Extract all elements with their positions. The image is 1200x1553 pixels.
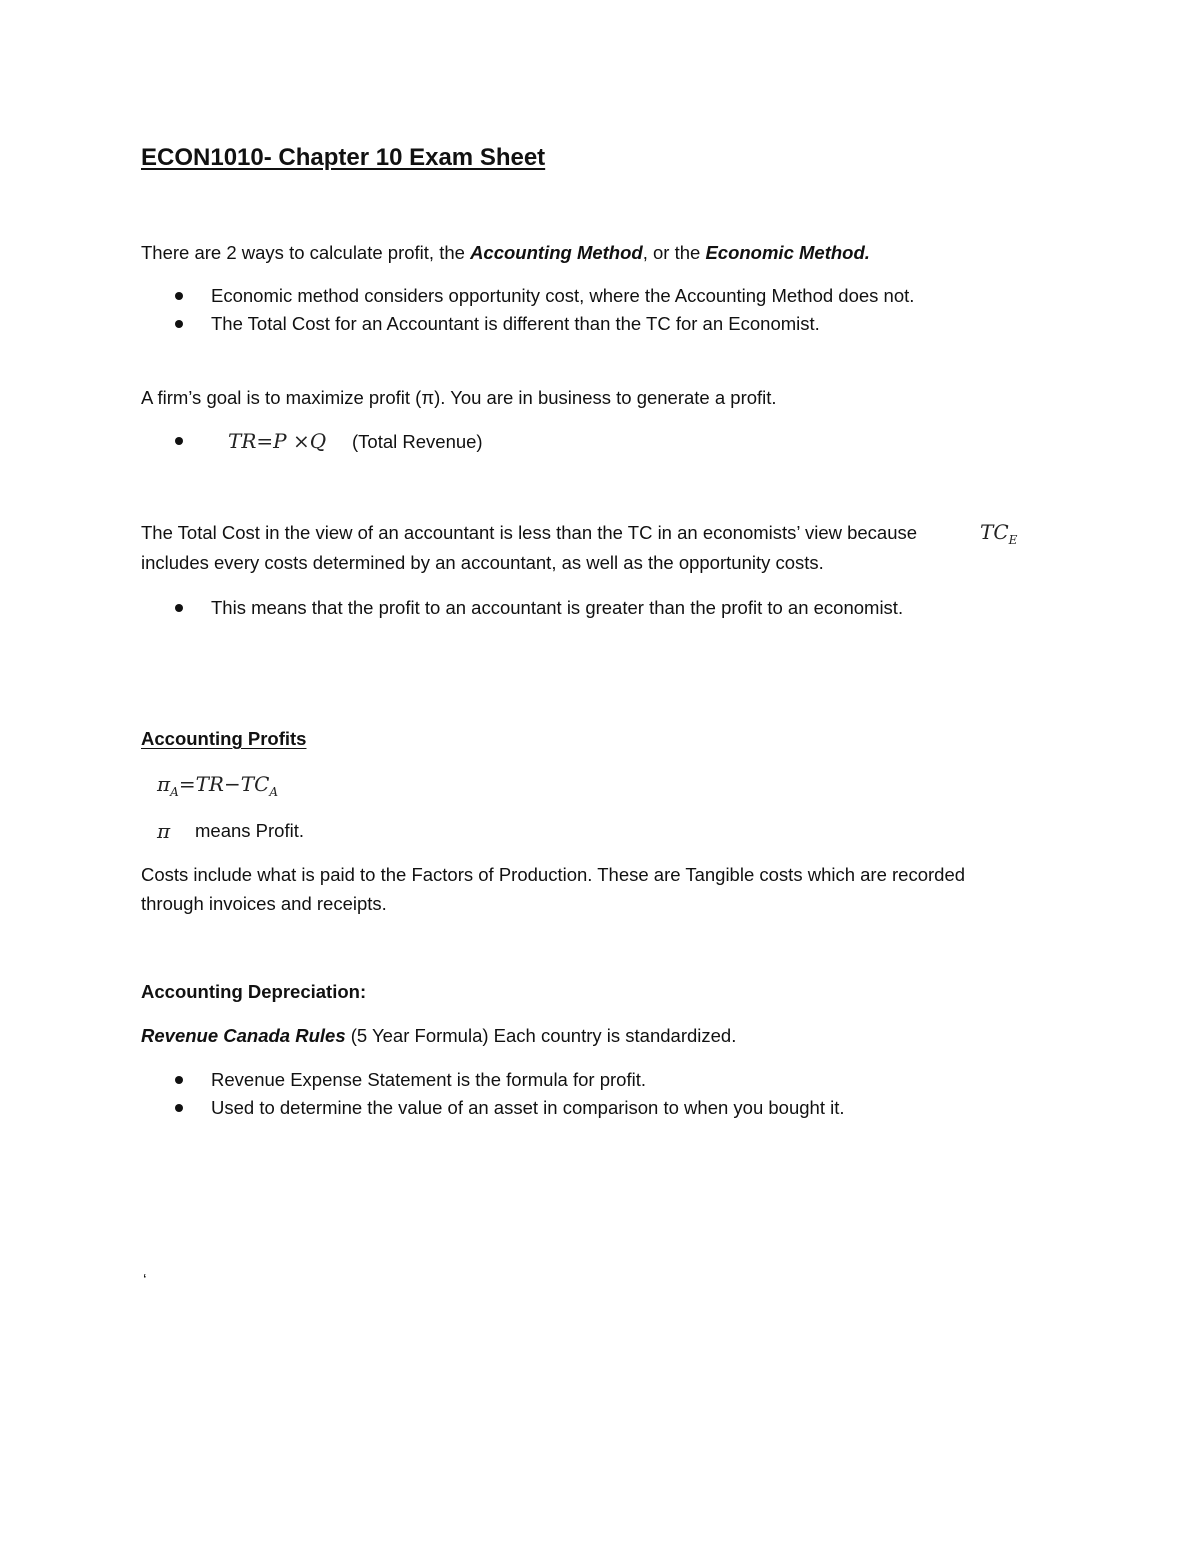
accounting-profits-heading: Accounting Profits [141, 728, 307, 749]
goal-paragraph: A firm’s goal is to maximize profit (π). You are in business to generate a profit. [141, 387, 777, 408]
tc-symbol: TC [980, 520, 1009, 544]
bullet-dot [175, 292, 183, 300]
total-cost-line-2: includes every costs determined by an accountant, as well as the opportunity costs. [141, 552, 824, 573]
p-symbol: P [273, 429, 287, 453]
total-revenue-formula [228, 429, 326, 453]
intro-text-end: . [864, 242, 870, 263]
list-item: Revenue Expense Statement is the formula for profit. [211, 1069, 646, 1090]
page-title: ECON1010- Chapter 10 Exam Sheet [141, 144, 546, 171]
tc-symbol: TC [240, 772, 270, 796]
list-item: Used to determine the value of an asset in comparison to when you bought it. [211, 1097, 845, 1118]
revenue-canada-rules-term: Revenue Canada Rules [141, 1025, 346, 1046]
costs-line-1: Costs include what is paid to the Factors of Production. These are Tangible costs which are recorded [141, 864, 966, 885]
times-sign: × [293, 429, 310, 453]
stray-mark: ‘ [143, 1272, 147, 1289]
equals-sign: = [178, 772, 196, 796]
intro-paragraph [141, 242, 870, 264]
pi-symbol: π [157, 772, 171, 796]
bullet-dot [175, 1104, 183, 1112]
accounting-method-term: Accounting Method [470, 242, 643, 263]
list-item: The Total Cost for an Accountant is different than the TC for an Economist. [211, 313, 820, 334]
accounting-profit-formula [157, 772, 278, 799]
equals-sign: = [256, 429, 274, 453]
bullet-dot [175, 437, 183, 445]
list-item: This means that the profit to an accountant is greater than the profit to an economist. [211, 597, 904, 618]
pi-subscript: A [170, 785, 179, 799]
bullet-dot [175, 320, 183, 328]
pi-definition-text: means Profit. [195, 820, 304, 841]
intro-text-before: There are 2 ways to calculate profit, the [141, 242, 471, 263]
intro-text-middle: , or the [642, 242, 706, 263]
total-revenue-label: (Total Revenue) [352, 431, 483, 452]
bullet-dot [175, 1076, 183, 1084]
list-item: Economic method considers opportunity cost, where the Accounting Method does not. [211, 285, 915, 306]
q-symbol: Q [309, 429, 327, 453]
economic-method-term: Economic Method [705, 242, 865, 263]
depreciation-heading: Accounting Depreciation: [141, 981, 367, 1002]
total-cost-line-1: The Total Cost in the view of an accountant is less than the TC in an economists’ view because [141, 522, 918, 543]
tc-economist-symbol [980, 520, 1017, 547]
minus-sign: − [224, 772, 241, 796]
tc-subscript: A [269, 785, 279, 799]
tc-subscript: E [1008, 533, 1018, 547]
revenue-canada-paragraph [141, 1025, 736, 1047]
pi-definition-symbol: π [157, 819, 171, 843]
revenue-canada-rules-rest: (5 Year Formula) Each country is standardized. [345, 1025, 737, 1046]
tr-symbol: TR [228, 429, 257, 453]
tr-symbol: TR [195, 772, 224, 796]
costs-line-2: through invoices and receipts. [141, 893, 387, 914]
bullet-dot [175, 604, 183, 612]
